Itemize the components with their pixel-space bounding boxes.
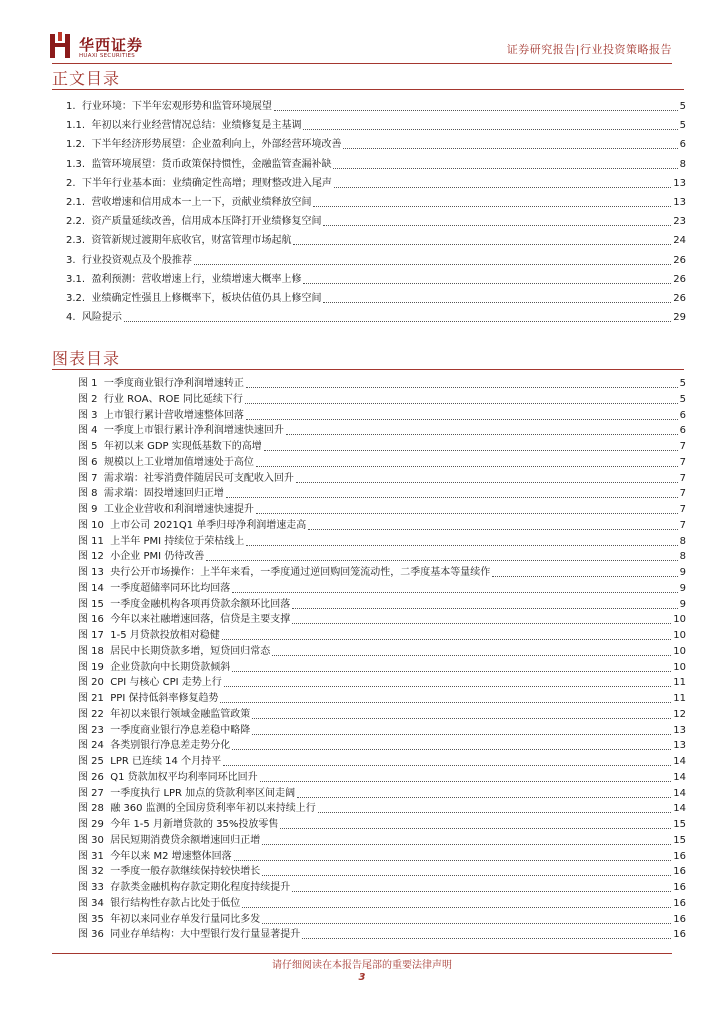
toc-entry[interactable] <box>66 306 686 324</box>
toc-entry[interactable] <box>66 114 686 132</box>
figure-entry-number: 图 34 <box>78 897 104 909</box>
figure-entry-page: 8 <box>679 535 686 547</box>
figure-entry-number: 图 16 <box>78 614 104 626</box>
figure-entry[interactable] <box>78 923 686 941</box>
figure-entry-title: 居民短期消费贷余额增速回归正增 <box>110 834 261 846</box>
figure-entry-title: 工业企业营收和利润增速快速提升 <box>103 504 254 515</box>
figure-entry-number: 图 25 <box>78 756 104 767</box>
figure-entry-title: LPR 已连续 14 个月持平 <box>110 756 222 767</box>
toc-entry-page: 5 <box>679 120 686 132</box>
figure-entry-number: 图 1 <box>78 378 98 389</box>
figure-entry-number: 图 8 <box>78 488 98 500</box>
toc-entry-number: 3.2. <box>66 293 86 304</box>
figure-entry-number: 图 24 <box>78 740 104 752</box>
toc-entry-page: 23 <box>673 216 686 228</box>
logo-text: 华西证券 <box>79 36 144 54</box>
toc-entry-number: 3. <box>66 254 76 266</box>
figure-entry-number: 图 22 <box>78 708 104 720</box>
figure-entry-page: 14 <box>673 787 686 799</box>
page-header <box>0 0 724 64</box>
toc-entry-number: 1.1. <box>66 120 86 132</box>
toc-entry[interactable] <box>66 210 686 228</box>
figure-entry-title: 上市公司 2021Q1 单季归母净利润增速走高 <box>110 519 307 531</box>
figure-entry-page: 11 <box>673 677 686 689</box>
toc-entry[interactable] <box>66 95 686 113</box>
figure-entry-title: Q1 贷款加权平均利率同环比回升 <box>110 771 258 783</box>
figure-entry-page: 16 <box>673 850 686 862</box>
figure-entry-page: 16 <box>673 866 686 878</box>
huaxi-logo-icon <box>50 32 70 58</box>
figure-entry-number: 图 31 <box>78 850 104 862</box>
dot-leader <box>313 205 671 207</box>
figure-entry-page: 12 <box>673 708 686 720</box>
figure-entry-page: 9 <box>679 582 686 594</box>
figure-entry-page: 16 <box>673 897 686 909</box>
figure-entry-title: CPI 与核心 CPI 走势上行 <box>110 677 222 689</box>
figure-entry-title: 小企业 PMI 仍待改善 <box>110 551 205 563</box>
figure-entry-page: 14 <box>673 803 686 815</box>
toc-entry-number: 2.3. <box>66 235 86 247</box>
figure-entry-page: 11 <box>673 693 686 704</box>
figure-entry-page: 7 <box>679 519 686 531</box>
report-type-label: 证券研究报告|行业投资策略报告 <box>506 43 672 56</box>
figure-entry-page: 5 <box>679 393 686 405</box>
dot-leader <box>333 167 677 169</box>
figure-entry-number: 图 9 <box>78 504 98 515</box>
toc-entry-title: 监管环境展望：货币政策保持惯性，金融监管查漏补缺 <box>91 158 332 170</box>
figure-entry-number: 图 3 <box>78 409 98 421</box>
toc-entry[interactable] <box>66 249 686 267</box>
figure-entry-number: 图 5 <box>78 441 98 452</box>
figure-entry-number: 图 2 <box>78 393 98 405</box>
figure-entry-title: 行业 ROA、ROE 同比延续下行 <box>103 393 243 405</box>
figure-entry-page: 7 <box>679 441 686 452</box>
toc-entry[interactable] <box>66 172 686 190</box>
figure-entry-title: 企业贷款向中长期贷款倾斜 <box>110 661 231 673</box>
figure-entry-number: 图 7 <box>78 472 98 484</box>
toc-entry-title: 营收增速和信用成本一上一下，贡献业绩释放空间 <box>91 197 312 208</box>
figure-entry-page: 8 <box>679 551 686 563</box>
figure-entry-page: 7 <box>679 472 686 484</box>
figure-entry-title: 上市银行累计营收增速整体回落 <box>103 409 244 421</box>
toc-entry-page: 13 <box>673 177 686 189</box>
figure-entry-page: 10 <box>673 630 686 641</box>
figure-entry-page: 7 <box>679 504 686 515</box>
figure-entry-title: 银行结构性存款占比处于低位 <box>110 897 241 909</box>
figure-entry-title: 今年 1-5 月新增贷款的 35%投放零售 <box>110 819 279 830</box>
toc-entry-page: 6 <box>679 139 686 151</box>
figure-entry-number: 图 15 <box>78 598 104 610</box>
dot-leader <box>323 224 671 226</box>
figure-entry-number: 图 4 <box>78 425 98 437</box>
toc-entry-number: 1. <box>66 101 76 112</box>
figure-entry-title: 一季度一般存款继续保持较快增长 <box>110 866 261 878</box>
figure-entry-title: 需求端：社零消费伴随居民可支配收入回升 <box>103 472 294 484</box>
toc-entry[interactable] <box>66 191 686 209</box>
toc-entry-number: 3.1. <box>66 273 86 285</box>
toc-entry-number: 2.1. <box>66 197 86 208</box>
figure-entry-page: 15 <box>673 834 686 846</box>
figure-entry-number: 图 14 <box>78 582 104 594</box>
figure-entry-number: 图 32 <box>78 866 104 878</box>
figure-entry-page: 16 <box>673 882 686 893</box>
figure-entry-title: 一季度金融机构各项再贷款余额环比回落 <box>110 598 291 610</box>
toc-entry[interactable] <box>66 287 686 305</box>
figure-index-title: 图表目录 <box>52 349 121 368</box>
dot-leader <box>303 128 677 130</box>
toc-entry-page: 26 <box>673 254 686 266</box>
toc-entry-title: 下半年行业基本面：业绩确定性高增；理财整改进入尾声 <box>81 177 332 189</box>
figure-entry-title: PPI 保持低斜率修复趋势 <box>110 693 219 704</box>
figure-entry-page: 10 <box>673 645 686 657</box>
toc-entry-number: 1.2. <box>66 139 86 151</box>
figure-entry-number: 图 28 <box>78 803 104 815</box>
figure-entry-number: 图 29 <box>78 819 104 830</box>
figure-entry-page: 10 <box>673 661 686 673</box>
dot-leader <box>274 109 678 111</box>
figure-entry-number: 图 12 <box>78 551 104 563</box>
page-number: 3 <box>358 972 366 983</box>
toc-entry-page: 8 <box>679 158 686 170</box>
figure-entry-number: 图 10 <box>78 519 104 531</box>
toc-entry-title: 年初以来行业经营情况总结：业绩修复是主基调 <box>91 120 302 132</box>
toc-entry[interactable] <box>66 268 686 286</box>
dot-leader <box>343 147 677 149</box>
figure-entry-page: 14 <box>673 771 686 783</box>
figure-entry-number: 图 30 <box>78 834 104 846</box>
figure-entry-title: 年初以来银行领域金融监管政策 <box>110 708 251 720</box>
figure-entry-title: 规模以上工业增加值增速处于高位 <box>103 456 254 468</box>
footer-divider <box>52 953 672 954</box>
toc-entry-number: 4. <box>66 312 76 324</box>
figure-entry-number: 图 17 <box>78 630 104 641</box>
figure-entry-number: 图 11 <box>78 535 104 547</box>
dot-leader <box>334 186 671 188</box>
toc-title-rule <box>52 89 684 90</box>
figure-entry-page: 10 <box>673 614 686 626</box>
figure-entry-page: 15 <box>673 819 686 830</box>
figure-entry-title: 需求端：固投增速回归正增 <box>103 488 224 500</box>
figure-entry-title: 一季度商业银行净息差稳中略降 <box>110 724 251 736</box>
toc-entry-page: 24 <box>673 235 686 247</box>
figure-entry-title: 央行公开市场操作：上半年来看，一季度通过逆回购回笼流动性，二季度基本等量续作 <box>110 567 491 578</box>
figure-entry-title: 一季度超储率同环比均回落 <box>110 582 231 594</box>
toc-entry[interactable] <box>66 153 686 171</box>
figure-entry-page: 14 <box>673 756 686 767</box>
figure-entry-title: 一季度执行 LPR 加点的贷款利率区间走阔 <box>110 787 296 799</box>
figure-entry-number: 图 36 <box>78 929 104 941</box>
toc-entry-title: 行业环境：下半年宏观形势和监管环境展望 <box>81 101 272 112</box>
figure-entry-number: 图 6 <box>78 456 98 468</box>
figure-entry-title: 年初以来同业存单发行量同比多发 <box>110 913 261 925</box>
toc-entry-page: 29 <box>673 312 686 324</box>
dot-leader <box>124 320 671 322</box>
figure-entry-number: 图 35 <box>78 913 104 925</box>
figure-entry-title: 同业存单结构：大中型银行发行量显著提升 <box>110 929 301 941</box>
figure-entry-title: 一季度商业银行净利润增速转正 <box>103 378 244 389</box>
toc-entry-page: 13 <box>673 197 686 208</box>
figure-entry-title: 1-5 月贷款投放相对稳健 <box>110 630 220 641</box>
figure-entry-title: 存款类金融机构存款定期化程度持续提升 <box>110 882 291 893</box>
toc-entry-page: 26 <box>673 273 686 285</box>
toc-entry-title: 风险提示 <box>81 312 122 324</box>
toc-entry-title: 下半年经济形势展望：企业盈利向上，外部经营环境改善 <box>91 139 342 151</box>
toc-entry-number: 2. <box>66 177 76 189</box>
dot-leader <box>303 282 671 284</box>
figure-entry-title: 一季度上市银行累计净利润增速快速回升 <box>103 425 284 437</box>
toc-entry-title: 资管新规过渡期年底收官，财富管理市场起航 <box>91 235 292 247</box>
figure-entry-title: 居民中长期贷款多增，短贷回归常态 <box>110 645 271 657</box>
header-divider <box>52 63 672 64</box>
figure-entry-number: 图 23 <box>78 724 104 736</box>
dot-leader <box>302 937 671 939</box>
figure-entry-page: 5 <box>679 378 686 389</box>
toc-entry-number: 1.3. <box>66 158 86 170</box>
figure-entry-number: 图 19 <box>78 661 104 673</box>
figure-entry-title: 今年以来 M2 增速整体回落 <box>110 850 232 862</box>
figure-entry-number: 图 13 <box>78 567 104 578</box>
figure-entry-number: 图 20 <box>78 677 104 689</box>
toc-entry-page: 26 <box>673 293 686 304</box>
logo-english-text: HUAXI SECURITIES <box>79 53 136 59</box>
figure-entry-page: 6 <box>679 409 686 421</box>
figure-entry-number: 图 21 <box>78 693 104 704</box>
dot-leader <box>194 263 671 265</box>
toc-entry-title: 盈利预测：营收增速上行，业绩增速大概率上修 <box>91 273 302 285</box>
figure-entry-page: 16 <box>673 929 686 941</box>
toc-entry[interactable] <box>66 133 686 151</box>
figure-entry-title: 上半年 PMI 持续位于荣枯线上 <box>110 535 245 547</box>
toc-entry-title: 资产质量延续改善，信用成本压降打开业绩修复空间 <box>91 216 322 228</box>
figure-entry-page: 9 <box>679 567 686 578</box>
toc-title: 正文目录 <box>52 69 121 88</box>
figure-index-rule <box>52 369 684 370</box>
figure-entry-page: 7 <box>679 488 686 500</box>
toc-entry-title: 业绩确定性强且上修概率下，板块估值仍具上修空间 <box>91 293 322 304</box>
figure-entry-page: 9 <box>679 598 686 610</box>
figure-entry-title: 今年以来社融增速回落，信贷是主要支撑 <box>110 614 291 626</box>
dot-leader <box>323 301 671 303</box>
figure-entry-title: 各类别银行净息差走势分化 <box>110 740 231 752</box>
figure-entry-title: 年初以来 GDP 实现低基数下的高增 <box>103 441 262 452</box>
figure-entry-page: 16 <box>673 913 686 925</box>
toc-entry-title: 行业投资观点及个股推荐 <box>81 254 192 266</box>
figure-entry-number: 图 26 <box>78 771 104 783</box>
figure-entry-title: 融 360 监测的全国房贷利率年初以来持续上行 <box>110 803 316 815</box>
figure-entry-page: 6 <box>679 425 686 437</box>
toc-entry-page: 5 <box>679 101 686 112</box>
dot-leader <box>293 243 671 245</box>
legal-disclaimer-link[interactable]: 请仔细阅读在本报告尾部的重要法律声明 <box>272 960 452 971</box>
figure-entry-number: 图 18 <box>78 645 104 657</box>
figure-entry-number: 图 27 <box>78 787 104 799</box>
figure-entry-page: 13 <box>673 740 686 752</box>
toc-entry-number: 2.2. <box>66 216 86 228</box>
toc-entry[interactable] <box>66 229 686 247</box>
figure-entry-page: 7 <box>679 456 686 468</box>
figure-entry-number: 图 33 <box>78 882 104 893</box>
figure-entry-page: 13 <box>673 724 686 736</box>
